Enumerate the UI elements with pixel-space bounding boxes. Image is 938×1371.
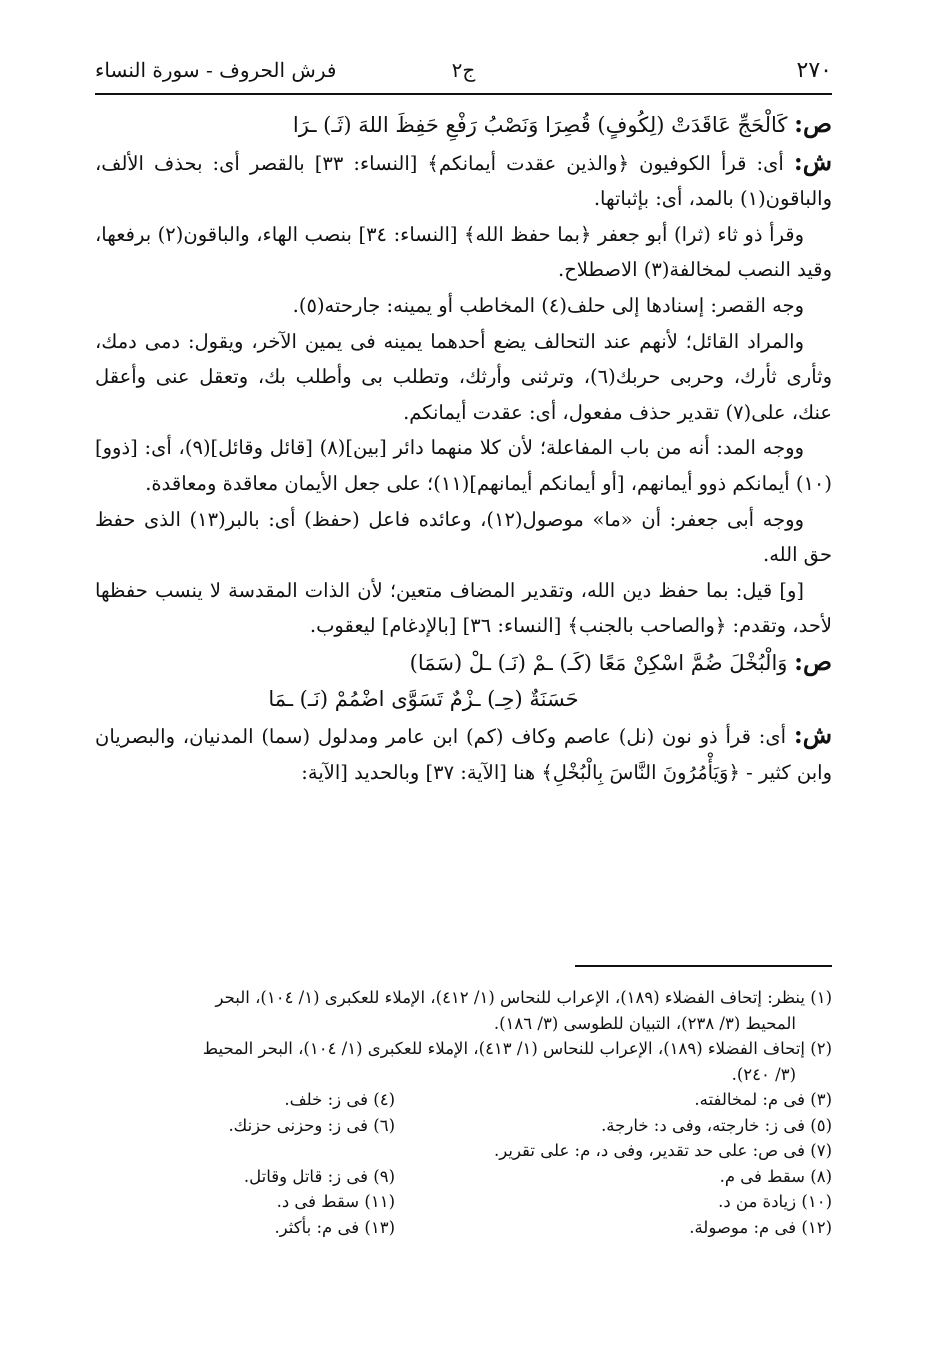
verse-label: ص: — [794, 109, 832, 138]
footnote-1: (١) ينظر: إتحاف الفضلاء (١٨٩)، الإعراب للنحاس (١/ ٤١٢)، الإملاء للعكبرى (١/ ١٠٤)، البحر — [215, 988, 832, 1007]
footnote-row — [95, 1215, 832, 1241]
footnote-row — [95, 1113, 832, 1139]
footnote-4: (٤) فى ز: خلف. — [284, 1090, 395, 1109]
footnote-3: (٣) فى م: لمخالفته. — [694, 1090, 832, 1109]
commentary-text: أى: قرأ ذو نون (نل) عاصم وكاف (كم) ابن عامر ومدلول (سما) المدنيان، والبصريان وابن كثير - ﴿وَيَأْمُرُونَ النَّاسَ بِالْبُخْلِ﴾ هنا [الآية: ٣٧] وبالحديد [الآية: — [95, 725, 832, 784]
commentary-2 — [95, 717, 832, 790]
paragraph: وجه القصر: إسنادها إلى حلف(٤) المخاطب أو يمينه: جارحته(٥). — [292, 293, 804, 317]
footnote-7: (٧) فى ص: على حد تقدير، وفى د، م: على تقرير. — [494, 1141, 832, 1160]
verse-2 — [95, 644, 832, 682]
page-header — [95, 52, 832, 92]
footnote-8: (٨) سقط فى م. — [719, 1166, 832, 1186]
footnote-row — [95, 1189, 832, 1215]
volume-label: ج٢ — [451, 58, 476, 82]
verse-1 — [95, 106, 832, 144]
footnote-9: (٩) فى ز: قاتل وقاتل. — [243, 1166, 395, 1186]
commentary-label: ش: — [793, 720, 832, 750]
footnote-2-cont: (٣/ ٢٤٠). — [731, 1064, 796, 1084]
footnotes — [95, 985, 832, 1240]
paragraph: [و] قيل: بما حفظ دين الله، وتقدير المضاف متعين؛ لأن الذات المقدسة لا ينسب حفظها لأحد، وتقدم: ﴿والصاحب بالجنب﴾ [النساء: ٣٦] [بالإدغام] ليعقوب. — [95, 578, 832, 638]
verse-text: كَالْحَجِّ عَاقَدَتْ (لِكُوفٍ) قُصِرَا وَنَصْبُ رَفْعِ حَفِظَ اللهَ (ثَـ) ـرَا — [292, 113, 788, 137]
paragraph: ووجه أبى جعفر: أن «ما» موصول(١٢)، وعائده فاعل (حفظ) أى: بالبر(١٣) الذى حفظ حق الله. — [95, 507, 832, 567]
footnote-10: (١٠) زيادة من د. — [718, 1192, 832, 1211]
paragraph: والمراد القائل؛ لأنهم عند التحالف يضع أحدهما يمينه فى يمين الآخر، ويقول: دمى دمك، وثأرى ثأرك، وحربى حربك(٦)، وترثنى وأرثك، وتطلب بى وأطلب بك، وتعقل عنى وأعقل عنك، على(٧) تقدير حذف مفعول، أى: عقدت أيمانكم. — [95, 329, 832, 424]
footnote-2: (٢) إتحاف الفضلاء (١٨٩)، الإعراب للنحاس (١/ ٤١٣)، الإملاء للعكبرى (١/ ١٠٤)، البحر المحيط — [202, 1039, 832, 1058]
page-number: ٢٧٠ — [796, 58, 832, 83]
verse-2-second-half: حَسَنَةٌ (حِـ) ـزْمٌ تَسَوَّى اضْمُمْ (نَـ) ـمَا — [268, 686, 579, 711]
footnote-1-cont: المحيط (٣/ ٢٣٨)، التبيان للطوسى (٣/ ١٨٦). — [493, 1013, 796, 1033]
footnote-12: (١٢) فى م: موصولة. — [689, 1217, 832, 1237]
footnote-row — [95, 1087, 832, 1113]
footnote-6: (٦) فى ز: وحزنى حزنك. — [228, 1115, 395, 1135]
header-rule — [95, 93, 832, 95]
footnote-rule — [575, 965, 832, 967]
main-text — [95, 106, 832, 790]
verse-label: ص: — [794, 646, 832, 676]
commentary-text: أى: قرأ الكوفيون ﴿والذين عقدت أيمانكم﴾ [النساء: ٣٣] بالقصر أى: بحذف الألف، والباقون(١) بالمد، أى: بإثباتها. — [95, 151, 832, 211]
commentary-1 — [95, 144, 832, 217]
paragraph: ووجه المد: أنه من باب المفاعلة؛ لأن كلا منهما دائر [بين](٨) [قائل وقائل](٩)، أى: [ذوو](١٠) أيمانكم ذوو أيمانهم، [أو أيمانكم أيمانهم](١١)؛ على جعل الأيمان معاقدة ومعاقدة. — [95, 436, 832, 495]
section-title: فرش الحروف - سورة النساء — [95, 58, 337, 82]
footnote-13: (١٣) فى م: بأكثر. — [274, 1217, 395, 1237]
footnote-5: (٥) فى ز: خارجته، وفى د: خارجة. — [601, 1115, 832, 1135]
footnote-row — [95, 1164, 832, 1190]
footnote-11: (١١) سقط فى د. — [276, 1192, 395, 1211]
commentary-label: ش: — [793, 146, 833, 176]
paragraph: وقرأ ذو ثاء (ثرا) أبو جعفر ﴿بما حفظ الله﴾ [النساء: ٣٤] بنصب الهاء، والباقون(٢) برفعها، وقيد النصب لمخالفة(٣) الاصطلاح. — [95, 222, 832, 282]
verse-text: وَالْبُخْلَ ضُمَّ اسْكِنْ مَعًا (كَـ) ـمْ (نَـ) ـلْ (سَمَا) — [409, 650, 788, 675]
